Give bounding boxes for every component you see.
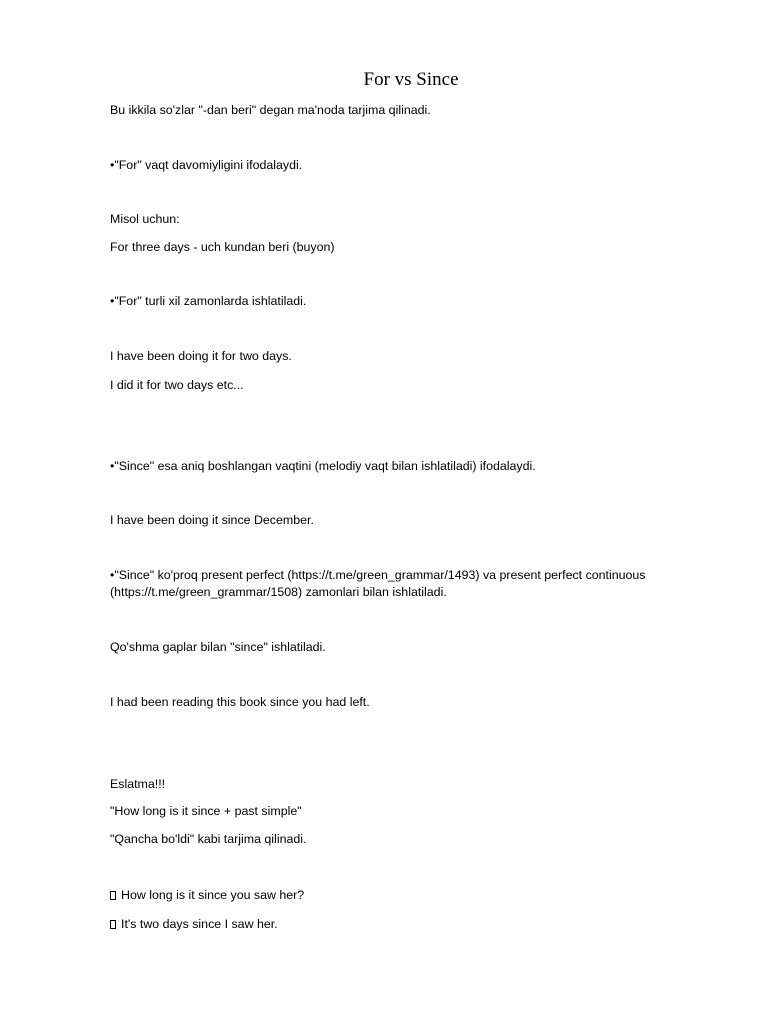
since-present-perfect-line-1: •"Since" ko'proq present perfect (https://t.me/green_grammar/1493) va present perfect continuous (110, 568, 646, 582)
answer-example-line (110, 916, 278, 933)
since-present-perfect-bullet (110, 567, 695, 601)
example-did-two-days: I did it for two days etc... (110, 378, 244, 392)
since-point-in-time-bullet: •"Since" esa aniq boshlangan vaqtini (melodiy vaqt bilan ishlatiladi) ifodalaydi. (110, 459, 536, 473)
since-present-perfect-line-2: (https://t.me/green_grammar/1508) zamonlari bilan ishlatiladi. (110, 585, 447, 599)
for-duration-bullet: •"For" vaqt davomiyligini ifodalaydi. (110, 158, 303, 172)
example-since-december: I have been doing it since December. (110, 513, 314, 527)
example-for-three-days: For three days - uch kundan beri (buyon) (110, 240, 335, 254)
compound-sentences-note: Qo'shma gaplar bilan "since" ishlatiladi. (110, 640, 326, 654)
answer-example: It's two days since I saw her. (121, 917, 278, 931)
example-reading-book: I had been reading this book since you had left. (110, 695, 370, 709)
note-label: Eslatma!!! (110, 777, 166, 791)
note-pattern: "How long is it since + past simple" (110, 804, 302, 818)
question-example-line (110, 887, 304, 904)
intro-text: Bu ikkila so'zlar "-dan beri" degan ma'noda tarjima qilinadi. (110, 103, 431, 117)
missing-glyph-box-icon (110, 891, 116, 900)
example-doing-two-days: I have been doing it for two days. (110, 349, 292, 363)
note-translation: "Qancha bo'ldi" kabi tarjima qilinadi. (110, 832, 307, 846)
question-example: How long is it since you saw her? (121, 888, 305, 902)
example-label: Misol uchun: (110, 212, 180, 226)
for-tenses-bullet: •"For" turli xil zamonlarda ishlatiladi. (110, 294, 307, 308)
missing-glyph-box-icon (110, 920, 116, 929)
document-title: For vs Since (363, 69, 459, 90)
